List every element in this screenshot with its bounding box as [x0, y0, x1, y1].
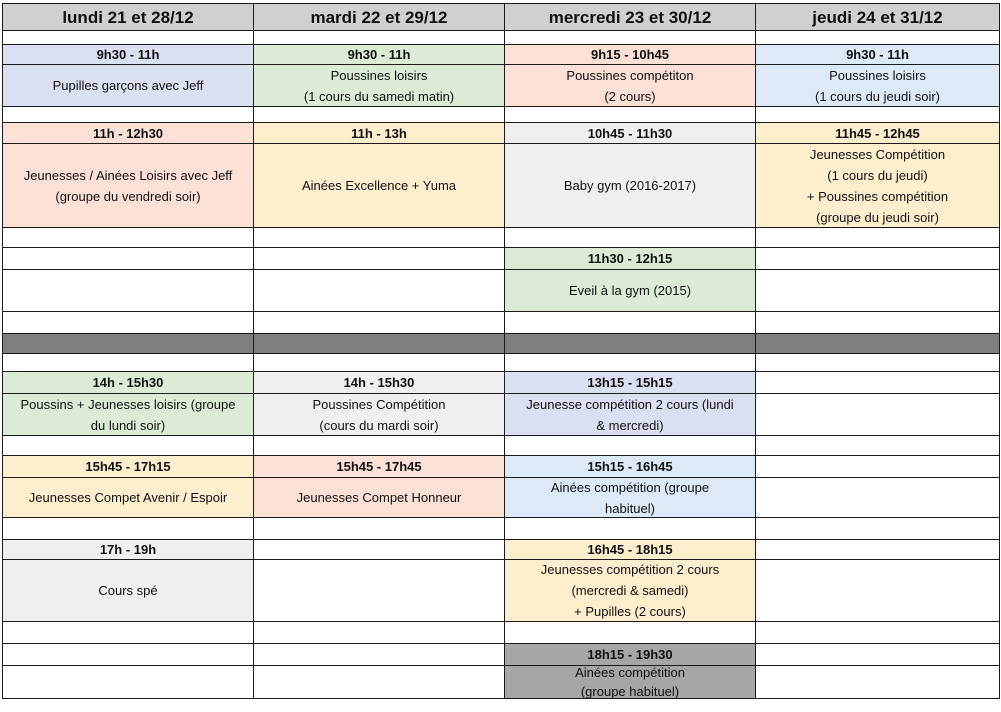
session-time: 11h45 - 12h45	[755, 122, 1000, 144]
empty-cell	[253, 269, 505, 312]
empty-cell	[2, 227, 254, 248]
empty-cell	[755, 30, 1000, 45]
empty-cell	[253, 30, 505, 45]
lunch-separator	[253, 333, 505, 354]
empty-cell	[755, 643, 1000, 666]
empty-cell	[755, 455, 1000, 478]
session-label: Poussines loisirs (1 cours du samedi matin)	[253, 64, 505, 107]
empty-cell	[755, 665, 1000, 699]
empty-cell	[2, 269, 254, 312]
session-time: 11h - 12h30	[2, 122, 254, 144]
session-time: 9h30 - 11h	[253, 44, 505, 65]
empty-cell	[755, 247, 1000, 270]
empty-cell	[755, 393, 1000, 436]
session-label: Ainées Excellence + Yuma	[253, 143, 505, 228]
header-monday: lundi 21 et 28/12	[2, 3, 254, 31]
session-label: Cours spé	[2, 559, 254, 622]
session-label: Jeunesses / Ainées Loisirs avec Jeff (groupe du vendredi soir)	[2, 143, 254, 228]
session-label: Ainées compétition (groupe habituel)	[504, 477, 756, 518]
session-label: Baby gym (2016-2017)	[504, 143, 756, 228]
empty-cell	[2, 621, 254, 644]
session-label: Jeunesses Compet Avenir / Espoir	[2, 477, 254, 518]
session-time: 15h45 - 17h45	[253, 455, 505, 478]
empty-cell	[2, 311, 254, 334]
empty-cell	[2, 643, 254, 666]
session-time: 15h45 - 17h15	[2, 455, 254, 478]
session-time: 9h15 - 10h45	[504, 44, 756, 65]
lunch-separator	[755, 333, 1000, 354]
session-time: 17h - 19h	[2, 539, 254, 560]
session-label: Pupilles garçons avec Jeff	[2, 64, 254, 107]
empty-cell	[253, 227, 505, 248]
empty-cell	[755, 477, 1000, 518]
empty-cell	[755, 106, 1000, 123]
session-time: 15h15 - 16h45	[504, 455, 756, 478]
empty-cell	[253, 247, 505, 270]
empty-cell	[504, 311, 756, 334]
empty-cell	[253, 643, 505, 666]
empty-cell	[253, 311, 505, 334]
empty-cell	[504, 106, 756, 123]
schedule-table	[2, 3, 999, 710]
empty-cell	[755, 371, 1000, 394]
empty-cell	[504, 517, 756, 540]
lunch-separator	[504, 333, 756, 354]
header-tuesday: mardi 22 et 29/12	[253, 3, 505, 31]
session-time: 9h30 - 11h	[755, 44, 1000, 65]
empty-cell	[755, 269, 1000, 312]
empty-cell	[2, 353, 254, 372]
empty-cell	[253, 106, 505, 123]
empty-cell	[755, 517, 1000, 540]
session-time: 13h15 - 15h15	[504, 371, 756, 394]
empty-cell	[504, 30, 756, 45]
session-label: Jeunesses Compet Honneur	[253, 477, 505, 518]
empty-cell	[253, 517, 505, 540]
session-time: 18h15 - 19h30	[504, 643, 756, 666]
session-label: Eveil à la gym (2015)	[504, 269, 756, 312]
header-wednesday: mercredi 23 et 30/12	[504, 3, 756, 31]
empty-cell	[755, 435, 1000, 456]
header-thursday: jeudi 24 et 31/12	[755, 3, 1000, 31]
empty-cell	[755, 353, 1000, 372]
empty-cell	[253, 539, 505, 560]
empty-cell	[755, 559, 1000, 622]
session-label: Ainées compétition (groupe habituel)	[504, 665, 756, 699]
lunch-separator	[2, 333, 254, 354]
empty-cell	[2, 435, 254, 456]
empty-cell	[504, 353, 756, 372]
session-label: Jeunesses compétition 2 cours (mercredi & samedi) + Pupilles (2 cours)	[504, 559, 756, 622]
session-time: 11h30 - 12h15	[504, 247, 756, 270]
session-time: 9h30 - 11h	[2, 44, 254, 65]
empty-cell	[253, 435, 505, 456]
empty-cell	[2, 247, 254, 270]
session-time: 11h - 13h	[253, 122, 505, 144]
session-time: 14h - 15h30	[253, 371, 505, 394]
session-time: 14h - 15h30	[2, 371, 254, 394]
empty-cell	[504, 621, 756, 644]
session-label: Jeunesse compétition 2 cours (lundi & mercredi)	[504, 393, 756, 436]
empty-cell	[755, 227, 1000, 248]
empty-cell	[504, 435, 756, 456]
empty-cell	[2, 517, 254, 540]
empty-cell	[2, 30, 254, 45]
empty-cell	[253, 665, 505, 699]
session-label: Poussines Compétition (cours du mardi soir)	[253, 393, 505, 436]
empty-cell	[755, 311, 1000, 334]
empty-cell	[755, 539, 1000, 560]
session-time: 10h45 - 11h30	[504, 122, 756, 144]
empty-cell	[253, 621, 505, 644]
session-label: Poussines loisirs (1 cours du jeudi soir)	[755, 64, 1000, 107]
empty-cell	[755, 621, 1000, 644]
empty-cell	[253, 353, 505, 372]
session-label: Poussines compétiton (2 cours)	[504, 64, 756, 107]
session-time: 16h45 - 18h15	[504, 539, 756, 560]
empty-cell	[504, 227, 756, 248]
session-label: Poussins + Jeunesses loisirs (groupe du lundi soir)	[2, 393, 254, 436]
empty-cell	[2, 665, 254, 699]
empty-cell	[253, 559, 505, 622]
empty-cell	[2, 106, 254, 123]
session-label: Jeunesses Compétition (1 cours du jeudi) + Poussines compétition (groupe du jeudi soir)	[755, 143, 1000, 228]
